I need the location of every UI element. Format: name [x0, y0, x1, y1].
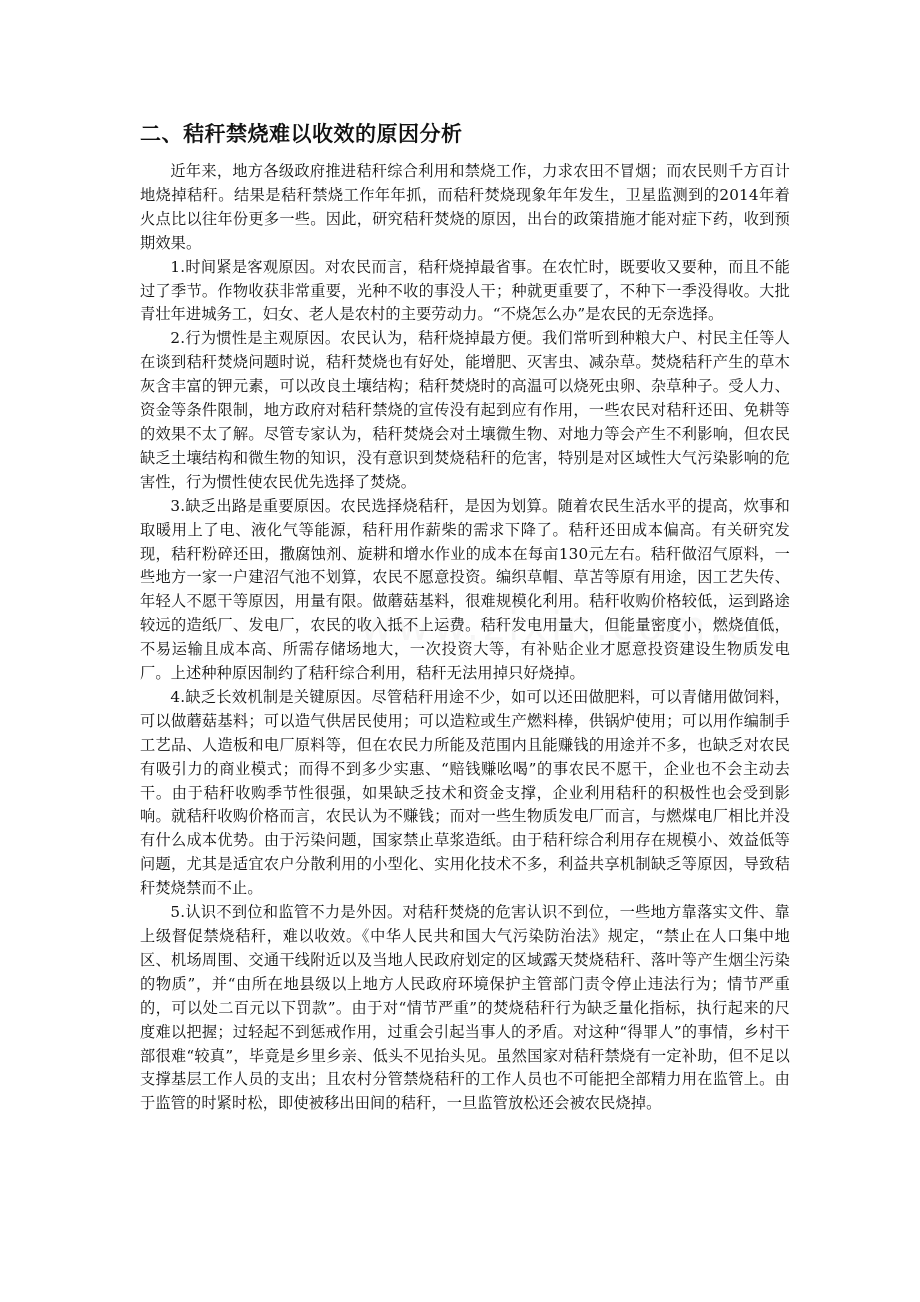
reason-2-paragraph: 2.行为惯性是主观原因。农民认为，秸秆烧掉最方便。我们常听到种粮大户、村民主任等人在谈到秸秆焚烧问题时说，秸秆焚烧也有好处，能增肥、灭害虫、减杂草。焚烧秸秆产生的草木灰含丰富的钾元素，可以改良土壤结构；秸秆焚烧时的高温可以烧死虫卵、杂草种子。受人力、资金等条件限制，地方政府对秸秆禁烧的宣传没有起到应有作用，一些农民对秸秆还田、免耕等的效果不太了解。尽管专家认为，秸秆焚烧会对土壤微生物、对地力等会产生不利影响，但农民缺乏土壤结构和微生物的知识，没有意识到焚烧秸秆的危害，特别是对区域性大气污染影响的危害性，行为惯性使农民优先选择了焚烧。	[140, 329, 790, 491]
reason-4-paragraph: 4.缺乏长效机制是关键原因。尽管秸秆用途不少，如可以还田做肥料，可以青储用做饲料，可以做蘑菇基料；可以造气供居民使用；可以造粒或生产燃料棒，供锅炉使用；可以用作编制手工艺品、人造板和电厂原料等，但在农民力所能及范围内且能赚钱的用途并不多，也缺乏对农民有吸引力的商业模式；而得不到多少实惠、“赔钱赚吆喝”的事农民不愿干，企业也不会主动去干。由于秸秆收购季节性很强，如果缺乏技术和资金支撑，企业利用秸秆的积极性也会受到影响。就秸秆收购价格而言，农民认为不赚钱；而对一些生物质发电厂而言，与燃煤电厂相比并没有什么成本优势。由于污染问题，国家禁止草浆造纸。由于秸秆综合利用存在规模小、效益低等问题，尤其是适宜农户分散利用的小型化、实用化技术不多，利益共享机制缺乏等原因，导致秸秆焚烧禁而不止。	[140, 687, 790, 898]
reason-1-paragraph: 1.时间紧是客观原因。对农民而言，秸秆烧掉最省事。在农忙时，既要收又要种，而且不能过了季节。作物收获非常重要，光种不收的事没人干；种就更重要了，不种下一季没得收。大批青壮年进城务工，妇女、老人是农村的主要劳动力。“不烧怎么办”是农民的无奈选择。	[140, 257, 790, 324]
reason-3-paragraph: 3.缺乏出路是重要原因。农民选择烧秸秆，是因为划算。随着农民生活水平的提高，炊事和取暖用上了电、液化气等能源，秸秆用作薪柴的需求下降了。秸秆还田成本偏高。有关研究发现，秸秆粉碎还田，撒腐蚀剂、旋耕和增水作业的成本在每亩130元左右。秸秆做沼气原料，一些地方一家一户建沼气池不划算，农民不愿意投资。编织草帽、草苫等原有用途，因工艺失传、年轻人不愿干等原因，用量有限。做蘑菇基料，很难规模化利用。秸秆收购价格较低，运到路途较远的造纸厂、发电厂，农民的收入抵不上运费。秸秆发电用量大，但能量密度小，燃烧值低，不易运输且成本高、所需存储场地大，一次投资大等，有补贴企业才愿意投资建设生物质发电厂。上述种种原因制约了秸秆综合利用，秸秆无法用掉只好烧掉。	[140, 496, 790, 683]
reason-5-paragraph: 5.认识不到位和监管不力是外因。对秸秆焚烧的危害认识不到位，一些地方靠落实文件、靠上级督促禁烧秸秆，难以收效。《中华人民共和国大气污染防治法》规定，“禁止在人口集中地区、机场周围、交通干线附近以及当地人民政府划定的区域露天焚烧秸秆、落叶等产生烟尘污染的物质”，并“由所在地县级以上地方人民政府环境保护主管部门责令停止违法行为；情节严重的，可以处二百元以下罚款”。由于对“情节严重”的焚烧秸秆行为缺乏量化指标，执行起来的尺度难以把握；过轻起不到惩戒作用，过重会引起当事人的矛盾。对这种“得罪人”的事情，乡村干部很难“较真”，毕竟是乡里乡亲、低头不见抬头见。虽然国家对秸秆禁烧有一定补助，但不足以支撑基层工作人员的支出；且农村分管禁烧秸秆的工作人员也不可能把全部精力用在监管上。由于监管的时紧时松，即使被移出田间的秸秆，一旦监管放松还会被农民烧掉。	[140, 903, 790, 1113]
intro-paragraph: 近年来，地方各级政府推进秸秆综合利用和禁烧工作，力求农田不冒烟；而农民则千方百计地烧掉秸秆。结果是秸秆禁烧工作年年抓，而秸秆焚烧现象年年发生，卫星监测到的2014年着火点比以往年份更多一些。因此，研究秸秆焚烧的原因，出台的政策措施才能对症下药，收到预期效果。	[140, 162, 790, 252]
document-body	[140, 118, 790, 1116]
section-title: 二、秸秆禁烧难以收效的原因分析	[140, 122, 463, 146]
